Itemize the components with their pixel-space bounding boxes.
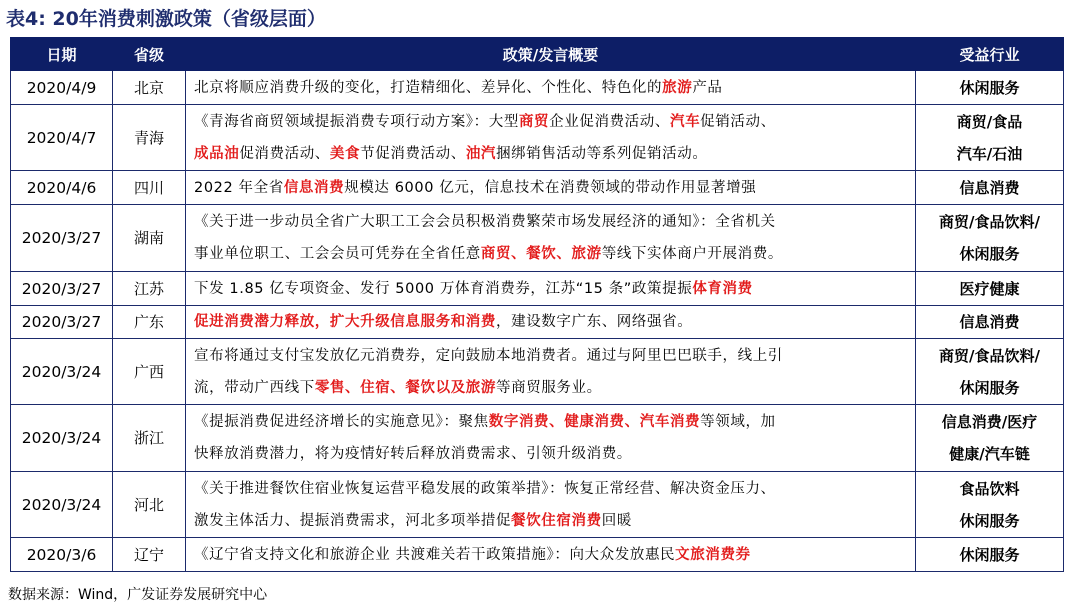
cell-province: 浙江 — [113, 405, 186, 472]
highlight-text: 餐饮住宿消费 — [511, 512, 602, 529]
industry-line: 信息消费 — [959, 313, 1020, 331]
table-row — [11, 306, 1064, 339]
cell-industry — [916, 405, 1064, 472]
policy-text: 流，带动广西线下 — [194, 379, 315, 396]
cell-province: 四川 — [113, 171, 186, 205]
highlight-text: 数字消费、健康消费、汽车消费 — [488, 414, 701, 430]
policy-text: 事业单位职工、工会会员可凭券在全省任意 — [194, 246, 481, 262]
table-body — [11, 71, 1064, 572]
policy-text: 《关于推进餐饮住宿业恢复运营平稳发展的政策举措》：恢复正常经营、解决资金压力、 — [194, 480, 776, 497]
policy-text: 捆绑销售活动等系列促销活动。 — [496, 145, 708, 162]
table-row — [11, 472, 1064, 538]
highlight-text: 零售、住宿、餐饮以及旅游 — [314, 379, 497, 396]
cell-date: 2020/3/6 — [11, 538, 113, 572]
policy-text: 2022 年全省 — [194, 179, 284, 196]
industry-line: 休闲服务 — [959, 511, 1020, 530]
policy-text: 《辽宁省支持文化和旅游企业 共渡难关若干政策措施》：向大众发放惠民 — [194, 546, 676, 563]
industry-line: 汽车/石油 — [956, 144, 1023, 163]
cell-province: 江苏 — [113, 272, 186, 306]
policy-line — [194, 372, 907, 404]
cell-date: 2020/4/9 — [11, 71, 113, 105]
header-row — [11, 38, 1064, 71]
cell-policy — [186, 171, 916, 205]
source-note: 数据来源：Wind，广发证券发展研究中心 — [8, 587, 268, 603]
header-province: 省级 — [113, 38, 186, 71]
highlight-text: 美食 — [329, 145, 361, 162]
cell-province: 广西 — [113, 339, 186, 405]
industry-line: 信息消费/医疗 — [941, 413, 1038, 431]
policy-line — [194, 106, 907, 138]
cell-industry — [916, 272, 1064, 306]
cell-date: 2020/3/24 — [11, 339, 113, 405]
highlight-text: 商贸、餐饮、旅游 — [480, 246, 602, 262]
highlight-text: 商贸 — [518, 113, 550, 130]
policy-text: ，建设数字广东、网络强省。 — [496, 314, 693, 330]
policy-line — [194, 72, 907, 104]
table-row — [11, 272, 1064, 306]
cell-policy — [186, 306, 916, 339]
highlight-text: 旅游 — [662, 79, 693, 96]
industry-line: 休闲服务 — [959, 245, 1020, 263]
table-row — [11, 105, 1064, 171]
cell-policy — [186, 105, 916, 171]
cell-date: 2020/4/7 — [11, 105, 113, 171]
policy-text: 等商贸服务业。 — [496, 379, 602, 396]
industry-line: 医疗健康 — [959, 279, 1020, 298]
policy-text: 节促消费活动、 — [360, 145, 466, 162]
cell-date: 2020/3/24 — [11, 405, 113, 472]
policy-text: 下发 1.85 亿专项资金、发行 5000 万体育消费券，江苏“15 条”政策提振 — [194, 280, 693, 297]
highlight-text: 促进消费潜力释放，扩大升级信息服务和消费 — [194, 314, 496, 330]
table-row — [11, 339, 1064, 405]
policy-line — [194, 306, 907, 338]
cell-industry — [916, 339, 1064, 405]
policy-line — [194, 438, 907, 470]
policy-text: 《提振消费促进经济增长的实施意见》：聚焦 — [194, 414, 489, 430]
industry-line: 商贸/食品饮料/ — [939, 346, 1040, 365]
cell-industry — [916, 306, 1064, 339]
cell-industry — [916, 71, 1064, 105]
cell-date: 2020/3/27 — [11, 205, 113, 272]
table-title: 表4: 20年消费刺激政策（省级层面） — [6, 8, 326, 30]
policy-text: 宣布将通过支付宝发放亿元消费券，定向鼓励本地消费者。通过与阿里巴巴联手，线上引 — [194, 347, 783, 364]
cell-date: 2020/3/27 — [11, 306, 113, 339]
table-row — [11, 205, 1064, 272]
highlight-text: 文旅消费券 — [675, 546, 751, 563]
policy-line — [194, 273, 907, 305]
cell-industry — [916, 105, 1064, 171]
policy-table — [10, 37, 1064, 572]
policy-line — [194, 406, 907, 438]
header-industry: 受益行业 — [916, 38, 1064, 71]
table-row — [11, 405, 1064, 472]
highlight-text: 体育消费 — [692, 280, 753, 297]
highlight-text: 成品油 — [194, 145, 240, 162]
policy-text: 回暖 — [601, 512, 632, 529]
policy-text: 促销活动、 — [700, 113, 776, 130]
policy-line — [194, 473, 907, 505]
cell-policy — [186, 472, 916, 538]
industry-line: 休闲服务 — [959, 78, 1020, 97]
industry-line: 食品饮料 — [959, 479, 1020, 498]
policy-line — [194, 539, 907, 571]
policy-line — [194, 172, 907, 204]
table-row — [11, 171, 1064, 205]
cell-policy — [186, 339, 916, 405]
cell-industry — [916, 538, 1064, 572]
policy-text: 产品 — [692, 79, 723, 96]
table-row — [11, 71, 1064, 105]
cell-province: 青海 — [113, 105, 186, 171]
cell-province: 北京 — [113, 71, 186, 105]
cell-province: 河北 — [113, 472, 186, 538]
cell-industry — [916, 205, 1064, 272]
policy-text: 《青海省商贸领域提振消费专项行动方案》：大型 — [194, 113, 519, 130]
cell-policy — [186, 272, 916, 306]
highlight-text: 汽车 — [669, 113, 701, 130]
policy-text: 规模达 6000 亿元，信息技术在消费领域的带动作用显著增强 — [344, 179, 757, 196]
policy-text: 等领域，加 — [700, 414, 776, 430]
policy-line — [194, 340, 907, 372]
industry-line: 信息消费 — [959, 178, 1020, 197]
cell-date: 2020/3/24 — [11, 472, 113, 538]
policy-text: 快释放消费潜力，将为疫情好转后释放消费需求、引领升级消费。 — [194, 446, 632, 462]
industry-line: 商贸/食品饮料/ — [939, 213, 1040, 231]
cell-policy — [186, 405, 916, 472]
policy-text: 促消费活动、 — [239, 145, 330, 162]
industry-line: 健康/汽车链 — [949, 445, 1030, 463]
highlight-text: 油汽 — [465, 145, 497, 162]
cell-industry — [916, 171, 1064, 205]
cell-date: 2020/3/27 — [11, 272, 113, 306]
policy-line — [194, 505, 907, 537]
policy-line — [194, 238, 907, 270]
policy-text: 《关于进一步动员全省广大职工工会会员积极消费繁荣市场发展经济的通知》：全省机关 — [194, 214, 776, 230]
cell-date: 2020/4/6 — [11, 171, 113, 205]
industry-line: 商贸/食品 — [956, 112, 1023, 131]
cell-policy — [186, 71, 916, 105]
cell-policy — [186, 538, 916, 572]
cell-province: 辽宁 — [113, 538, 186, 572]
policy-text: 等线下实体商户开展消费。 — [601, 246, 783, 262]
policy-line — [194, 206, 907, 238]
industry-line: 休闲服务 — [959, 378, 1020, 397]
policy-text: 企业促消费活动、 — [549, 113, 670, 130]
cell-policy — [186, 205, 916, 272]
cell-industry — [916, 472, 1064, 538]
policy-text: 激发主体活力、提振消费需求，河北多项举措促 — [194, 512, 512, 529]
cell-province: 湖南 — [113, 205, 186, 272]
header-policy: 政策/发言概要 — [186, 38, 916, 71]
policy-line — [194, 138, 907, 170]
highlight-text: 信息消费 — [283, 179, 345, 196]
policy-text: 北京将顺应消费升级的变化，打造精细化、差异化、个性化、特色化的 — [194, 79, 663, 96]
header-date: 日期 — [11, 38, 113, 71]
cell-province: 广东 — [113, 306, 186, 339]
table-row — [11, 538, 1064, 572]
industry-line: 休闲服务 — [959, 545, 1020, 564]
